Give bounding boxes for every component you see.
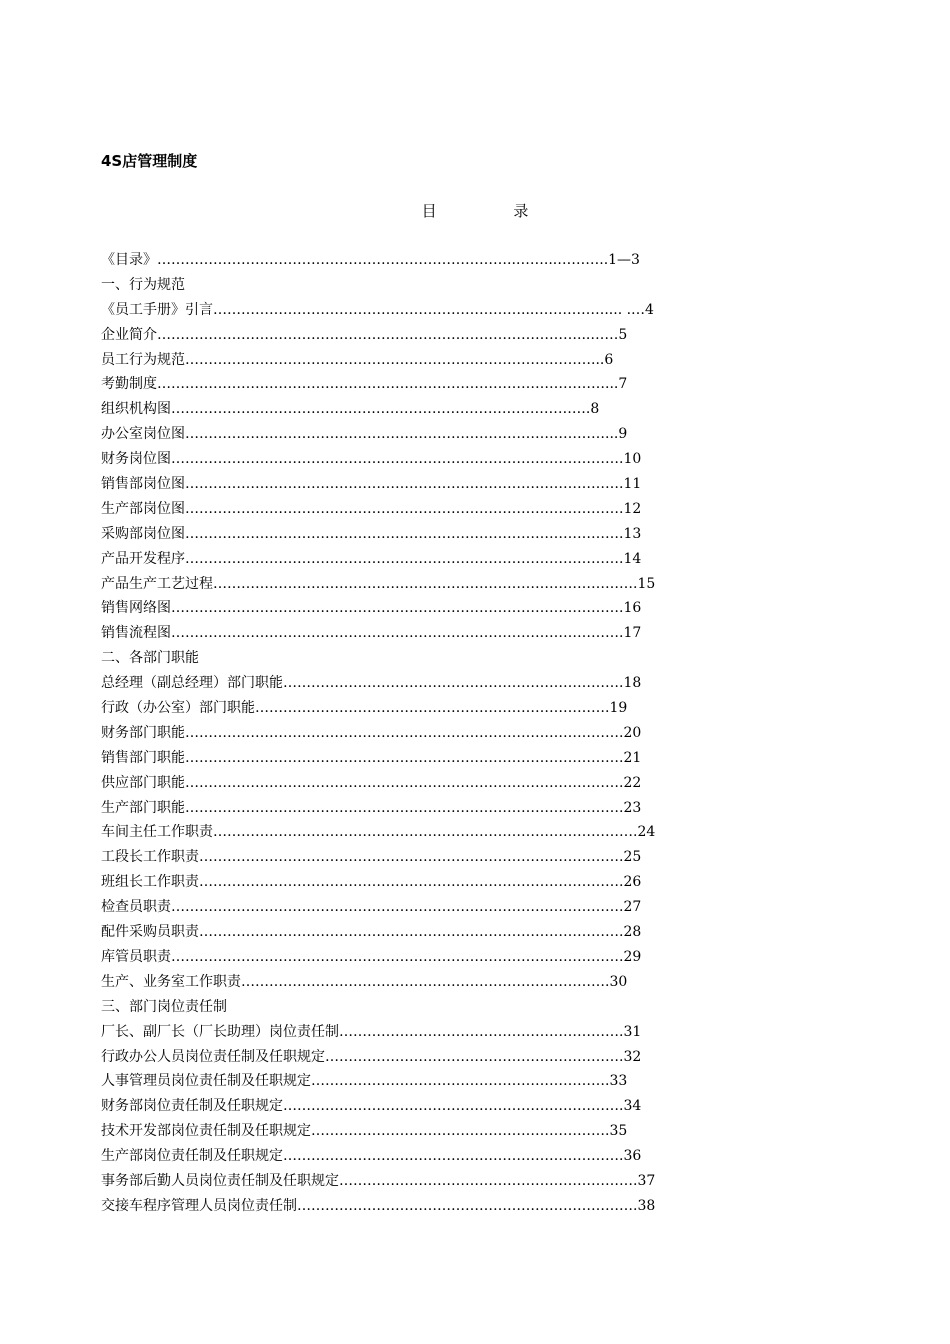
- toc-entry: 供应部门职能………………………………………………………………………………….22: [101, 774, 642, 791]
- toc-entry: 人事管理员岗位责任制及任职规定……………………………………………………….33: [101, 1073, 628, 1090]
- toc-entry: 二、各部门职能: [101, 650, 199, 667]
- toc-entry: 行政办公人员岗位责任制及任职规定……………………………………………………….32: [101, 1048, 642, 1065]
- toc-entry: 销售部岗位图………………………………………………………………………………….11: [101, 476, 642, 493]
- toc-entry: 配件采购员职责……………………………………………………………………………….28: [101, 924, 642, 941]
- toc-entry: 生产部岗位责任制及任职规定……………………………………………………………….36: [101, 1148, 642, 1165]
- toc-entry: 销售流程图…………………………………………………………………………………….17: [101, 625, 642, 642]
- toc-entry: 交接车程序管理人员岗位责任制……………………………………………………………….38: [101, 1197, 656, 1214]
- toc-entry: 办公室岗位图………………………………………………………………………………...9: [101, 426, 628, 443]
- toc-entry: 财务部门职能………………………………………………………………………………….20: [101, 724, 642, 741]
- toc-heading: 目 录: [421, 202, 565, 220]
- toc-entry: 事务部后勤人员岗位责任制及任职规定……………………………………………………….37: [101, 1172, 656, 1189]
- toc-entry: 《员工手册》引言…………………………………………………………...…………….... .…4: [101, 301, 654, 318]
- toc-entry: 三、部门岗位责任制: [101, 998, 227, 1015]
- toc-entry: 员工行为规范……………………………………………………………………………...6: [101, 351, 614, 368]
- toc-entry: 技术开发部岗位责任制及任职规定……………………………………………………….35: [101, 1123, 628, 1140]
- toc-entry: 生产部岗位图………………………………………………………………………………….12: [101, 500, 642, 517]
- toc-entry: 销售网络图…………………………………………………………………………………….16: [101, 600, 642, 617]
- toc-entry: 一、行为规范: [101, 276, 185, 293]
- toc-entry: 财务岗位图…………………………………………………………………………………….10: [101, 451, 642, 468]
- toc-entry: 厂长、副厂长（厂长助理）岗位责任制…………………………………………………….31: [101, 1023, 642, 1040]
- toc-entry: 总经理（副总经理）部门职能……………………………………………………………….18: [101, 675, 642, 692]
- toc-entry: 产品开发程序………………………………………………………………………………….14: [101, 550, 642, 567]
- toc-entry: 库管员职责…………………………………………………………………………………….29: [101, 948, 642, 965]
- toc-entry: 车间主任工作职责……………………………………………………………………………….24: [101, 824, 656, 841]
- toc-entry: 企业简介………………………………………………………………………………...……5: [101, 326, 628, 343]
- toc-entry: 产品生产工艺过程……………………………………………………………………………….15: [101, 575, 656, 592]
- toc-entry: 采购部岗位图………………………………………………………………………………….13: [101, 525, 642, 542]
- toc-entry: 生产、业务室工作职责…………………………………………………………………….30: [101, 973, 628, 990]
- toc-entry: 《目录》…………………………………………………………………..……...………..1—3: [101, 252, 640, 268]
- toc-entry: 组织机构图………………………………..…………………………………………….8: [101, 401, 600, 418]
- toc-entry: 行政（办公室）部门职能………………………………………………………………….19: [101, 700, 628, 717]
- toc-entry: 财务部岗位责任制及任职规定……………………………………………………………….34: [101, 1098, 642, 1115]
- toc-entry: 考勤制度……………………………………………………………………………………...7: [101, 376, 628, 393]
- toc-entry: 检查员职责…………………………………………………………………………………….27: [101, 899, 642, 916]
- document-title: 4S店管理制度: [101, 152, 198, 170]
- toc-entry: 销售部门职能………………………………………………………………………………….21: [101, 749, 642, 766]
- toc-entry: 工段长工作职责……………………………………………………………………………….25: [101, 849, 642, 866]
- toc-entry: 班组长工作职责……………………………………………………………………………….26: [101, 874, 642, 891]
- toc-entry: 生产部门职能………………………………………………………………………………….23: [101, 799, 642, 816]
- table-of-contents: [101, 248, 701, 1219]
